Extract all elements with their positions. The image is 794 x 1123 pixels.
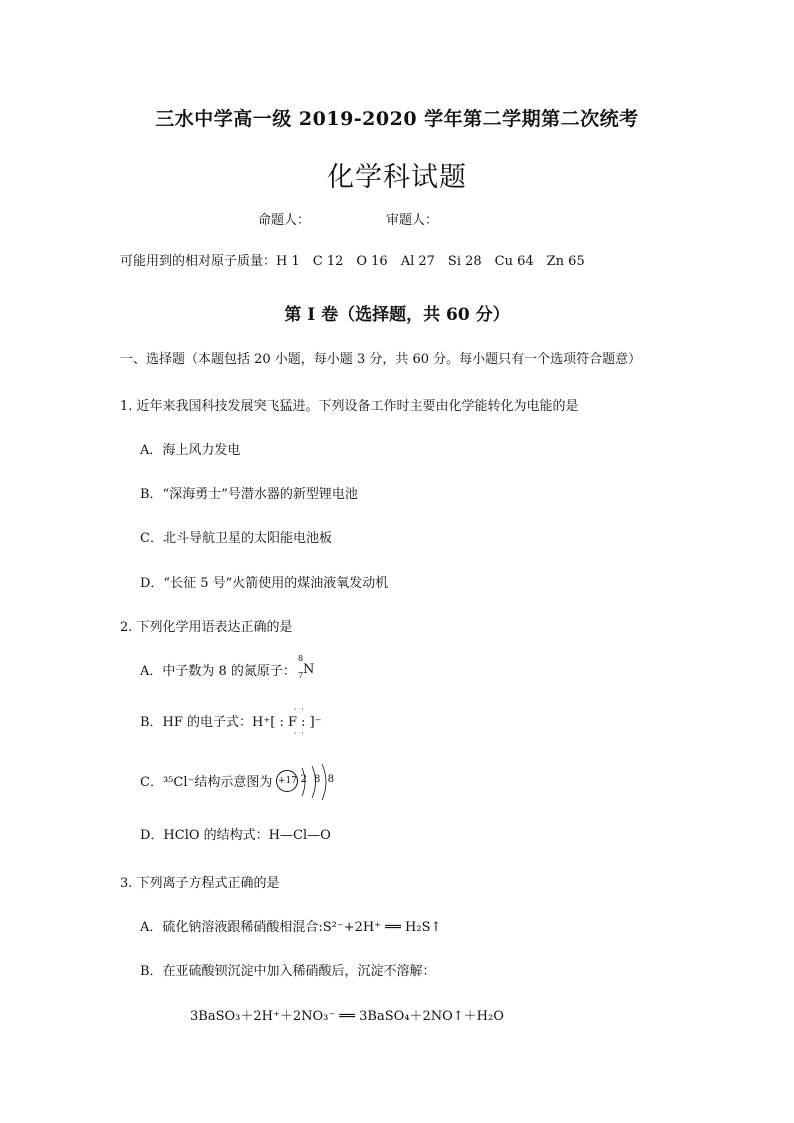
part-title: 第 I 卷（选择题，共 60 分） <box>284 305 510 325</box>
option-b-text: B．HF 的电子式： <box>140 715 253 730</box>
hf-electron-formula: H⁺[ : F : ]⁻ <box>252 715 322 730</box>
exam-subject-title: 化学科试题 <box>327 162 467 193</box>
section-description: 一、选择题（本题包括 20 小题，每小题 3 分，共 60 分。每小题只有一个选项符合题意） <box>120 352 642 367</box>
atomic-number: 7 <box>297 671 304 680</box>
question-1-option-a: A．海上风力发电 <box>140 443 241 458</box>
question-3-equation: 3BaSO₃＋2H⁺＋2NO₃⁻ ══ 3BaSO₄＋2NO↑＋H₂O <box>190 1009 504 1024</box>
proposer-label: 命题人： <box>258 213 311 228</box>
question-1-option-c: C．北斗导航卫星的太阳能电池板 <box>140 531 332 546</box>
option-c-text: C．³⁵Cl⁻结构示意图为 <box>140 775 273 790</box>
question-3-option-a: A．硫化钠溶液跟稀硝酸相混合:S²⁻+2H⁺ ══ H₂S↑ <box>140 920 442 935</box>
electron-formula <box>252 705 322 738</box>
question-3-option-b: B．在亚硫酸钡沉淀中加入稀硝酸后，沉淀不溶解： <box>140 964 436 979</box>
atomic-structure-diagram <box>276 770 346 792</box>
question-2-stem: 2. 下列化学用语表达正确的是 <box>120 620 293 635</box>
question-2-option-d: D．HClO 的结构式：H—Cl—O <box>140 828 331 843</box>
element-symbol: N <box>302 662 315 677</box>
mass-number: 8 <box>297 654 304 663</box>
question-1-option-b: B．“深海勇士”号潜水器的新型锂电池 <box>140 487 358 502</box>
question-2-option-c <box>140 770 346 792</box>
question-2-option-a <box>140 654 315 680</box>
electron-shell-counts: 2 8 8 <box>300 774 336 785</box>
question-3-stem: 3. 下列离子方程式正确的是 <box>120 876 280 891</box>
lone-pair-top: · · <box>294 705 305 714</box>
nucleus-circle: +17 <box>276 770 298 792</box>
nuclide-notation <box>296 654 315 680</box>
lone-pair-bottom: · · <box>294 729 305 738</box>
question-1-option-d: D．“长征 5 号”火箭使用的煤油液氧发动机 <box>140 576 389 591</box>
exam-school-title: 三水中学高一级 2019-2020 学年第二学期第二次统考 <box>155 108 639 130</box>
question-2-option-b <box>140 705 322 738</box>
option-a-text: A．中子数为 8 的氮原子： <box>140 664 296 679</box>
question-1-stem: 1. 近年来我国科技发展突飞猛进。下列设备工作时主要由化学能转化为电能的是 <box>120 399 579 414</box>
reviewer-label: 审题人： <box>386 213 439 228</box>
atomic-masses-line: 可能用到的相对原子质量：H 1 C 12 O 16 Al 27 Si 28 Cu 64 Zn 65 <box>120 254 585 269</box>
